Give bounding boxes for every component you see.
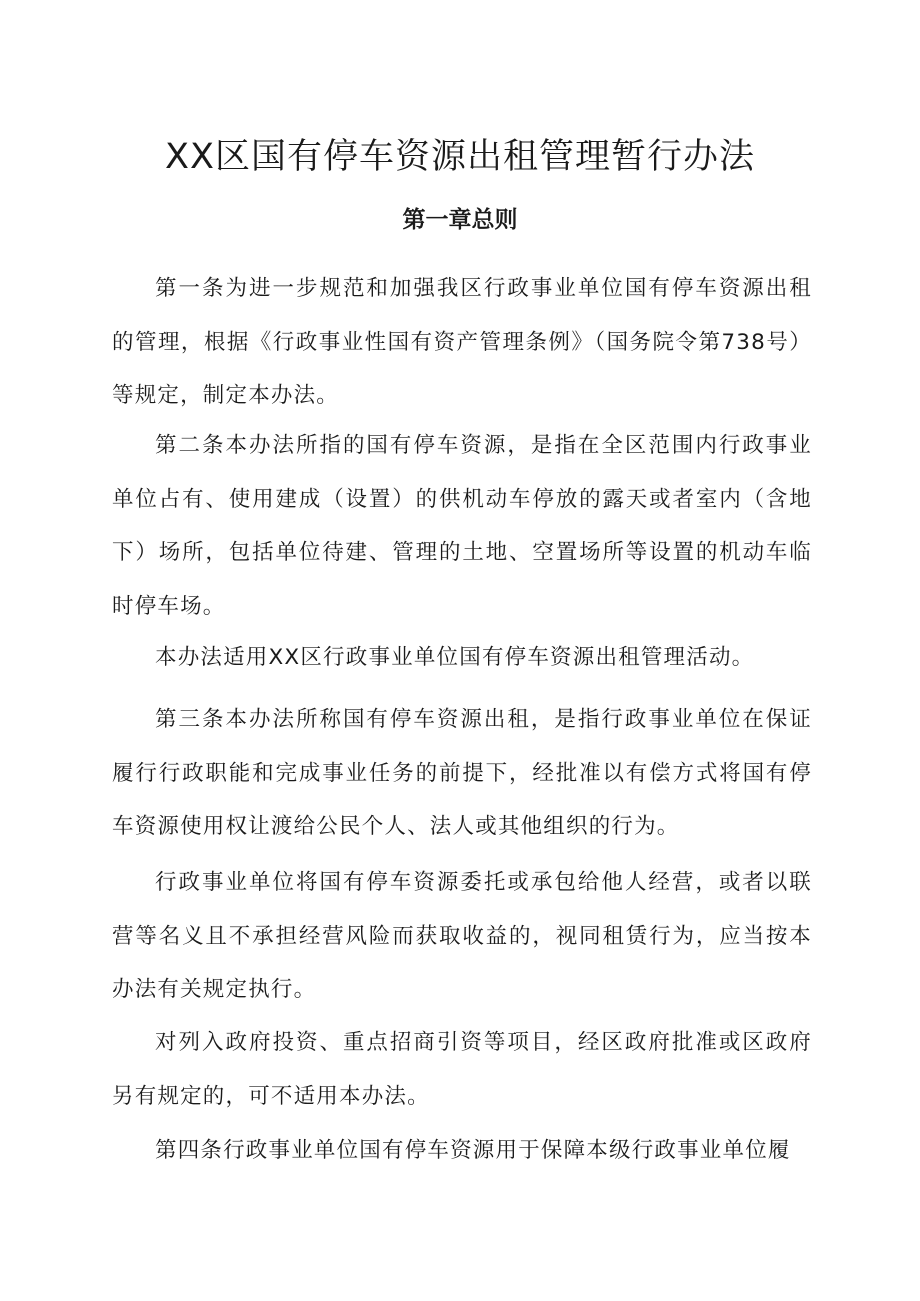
- chapter-title: 第一章总则: [402, 207, 518, 233]
- article-2-paragraph: 第二条本办法所指的国有停车资源，是指在全区范围内行政事业单位占有、使用建成（设置）的供机动车停放的露天或者室内（含地下）场所，包括单位待建、管理的土地、空置场所等设置的机动车临时停车场。: [112, 433, 812, 619]
- document-title: XX区国有停车资源出租管理暂行办法: [165, 137, 755, 177]
- scope-paragraph: 本办法适用XX区行政事业单位国有停车资源出租管理活动。: [155, 645, 755, 670]
- article-4-paragraph: 第四条行政事业单位国有停车资源用于保障本级行政事业单位履: [155, 1138, 791, 1163]
- lease-equivalent-paragraph: 行政事业单位将国有停车资源委托或承包给他人经营，或者以联营等名义且不承担经营风险而获取收益的，视同租赁行为，应当按本办法有关规定执行。: [112, 870, 812, 1002]
- exemption-paragraph: 对列入政府投资、重点招商引资等项目，经区政府批准或区政府另有规定的，可不适用本办法。: [112, 1030, 812, 1109]
- article-3-paragraph: 第三条本办法所称国有停车资源出租，是指行政事业单位在保证履行行政职能和完成事业任务的前提下，经批准以有偿方式将国有停车资源使用权让渡给公民个人、法人或其他组织的行为。: [112, 707, 812, 839]
- article-1-paragraph: 第一条为进一步规范和加强我区行政事业单位国有停车资源出租的管理，根据《行政事业性国有资产管理条例》（国务院令第738号）等规定，制定本办法。: [112, 276, 812, 408]
